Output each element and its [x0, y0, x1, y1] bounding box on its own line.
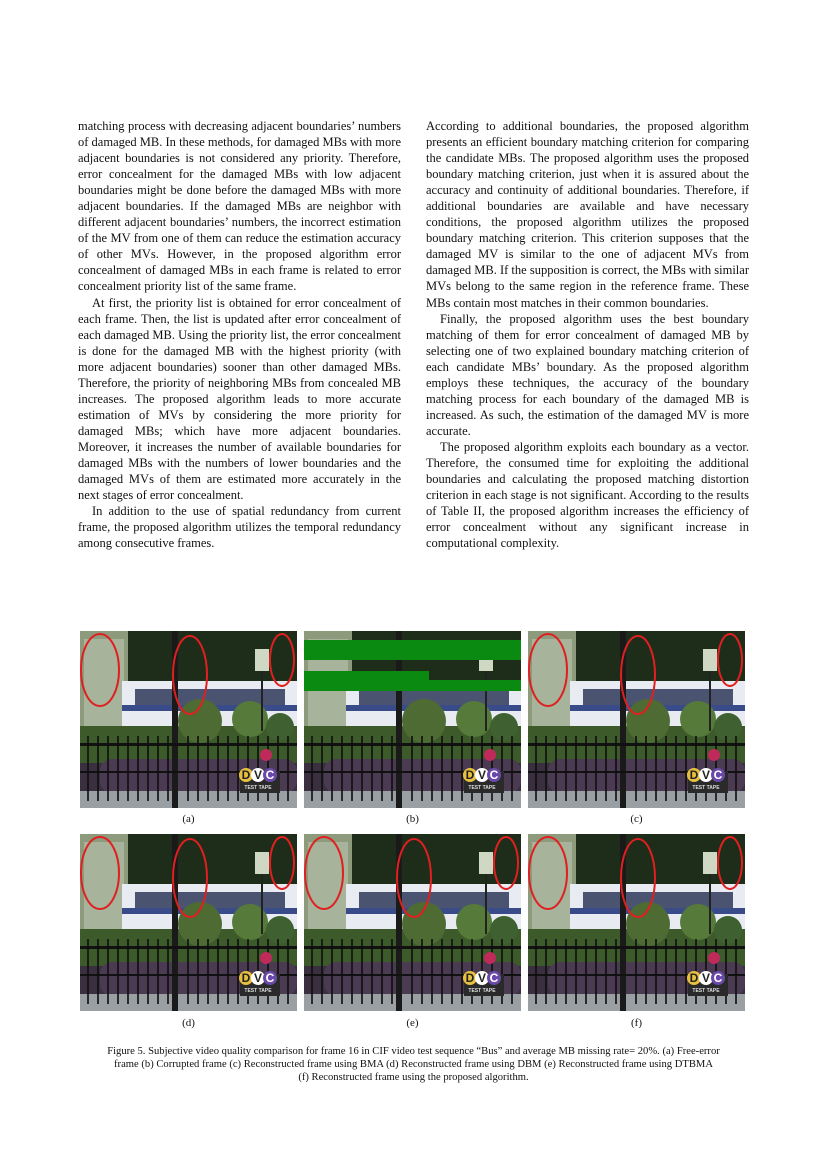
frame-c-image [528, 631, 745, 808]
right-column [426, 118, 749, 551]
paragraph: Finally, the proposed algorithm uses the best boundary matching of them for error concealment of damaged MB by selecting one of two explained boundary matching criterion of each candidate MBs’ boundary. As the proposed algorithm employs these techniques, the accuracy of the boundary matching process for each boundary of the damaged MB is increased. As such, the estimation of the damaged MV is more accurate. [426, 311, 749, 438]
logo-letter-d: D [241, 768, 251, 782]
panel-label-c: (c) [630, 813, 643, 825]
logo-letter-c: C [489, 971, 499, 985]
missing-block [304, 671, 429, 691]
panel-label-f: (f) [631, 1017, 642, 1029]
logo-letter-v: V [701, 768, 711, 782]
logo-letter-v: V [477, 971, 487, 985]
paragraph: The proposed algorithm exploits each boundary as a vector. Therefore, the consumed time for exploiting the additional boundaries and calculating the proposed matching distortion criterion in each stage is not significant. According to the results of Table II, the proposed algorithm increases the efficiency of error concealment without any significant increase in computational complexity. [426, 439, 749, 551]
logo-subtext: TEST TAPE [468, 785, 496, 791]
panel-label-d: (d) [182, 1017, 195, 1029]
logo-letter-c: C [265, 768, 275, 782]
paragraph: According to additional boundaries, the proposed algorithm presents an efficient boundary matching criterion for comparing the candidate MBs. The proposed algorithm uses the proposed boundary matching criterion, just when it is assured about the accuracy and continuity of additional boundaries. Therefore, if additional boundaries are available and have necessary conditions, the proposed algorithm utilizes the proposed boundary matching criterion. This criterion supposes that the damaged MV is similar to the one of adjacent MVs from damaged MB. If the supposition is correct, the MBs with similar MVs belong to the same region in the reference frame. These MBs contain most matches in their common boundaries. [426, 119, 749, 310]
logo-subtext: TEST TAPE [244, 785, 272, 791]
caption-line: (f) Reconstructed frame using the proposed algorithm. [298, 1072, 529, 1084]
paragraph: matching process with decreasing adjacent boundaries’ numbers of damaged MB. In these methods, for damaged MBs with more adjacent boundaries is not considered any priority. Therefore, error concealment for the damaged MBs with low adjacent boundaries might be done before the damaged MBs with more adjacent boundaries. If the damaged MBs are neighbor with different adjacent boundaries’ numbers, the incorrect estimation of the MV from one of them can reduce the estimation accuracy of other MVs. However, in the proposed algorithm error concealment of damaged MBs in each frame is related to error concealment priority list of the same frame. [78, 119, 401, 294]
frame-d-image [80, 834, 297, 1011]
logo-letter-d: D [241, 971, 251, 985]
paragraph: At first, the priority list is obtained for error concealment of each frame. Then, the list is updated after error concealment of each damaged MB. Using the priority list, the error concealment is done for the damaged MB with the highest priority (with more adjacent boundaries) sooner than other damaged MBs. Therefore, the priority of neighboring MBs from concealed MB increases. The proposed algorithm leads to more accurate estimation of MVs by considering the more priority for damaged MBs; which have more adjacent boundaries. Moreover, it increases the number of available boundaries for damaged MBs with the numbers of lower boundaries and the damaged MVs of them are estimated more accurately in the next stages of error concealment. [78, 295, 401, 503]
logo-letter-v: V [701, 971, 711, 985]
logo-letter-d: D [465, 768, 475, 782]
logo-subtext: TEST TAPE [692, 785, 720, 791]
logo-letter-c: C [265, 971, 275, 985]
figure-caption [80, 1045, 747, 1085]
frame-a-image [80, 631, 297, 808]
frame-e-image [304, 834, 521, 1011]
frame-b-image [304, 631, 521, 808]
missing-block [304, 640, 521, 660]
logo-letter-d: D [689, 768, 699, 782]
logo-subtext: TEST TAPE [692, 988, 720, 994]
left-column [78, 118, 401, 551]
logo-letter-d: D [465, 971, 475, 985]
caption-line: frame (b) Corrupted frame (c) Reconstructed frame using BMA (d) Reconstructed frame using DBM (e) Reconstructed frame using DTBMA [114, 1059, 713, 1071]
logo-letter-c: C [489, 768, 499, 782]
logo-letter-v: V [253, 971, 263, 985]
logo-letter-c: C [713, 971, 723, 985]
logo-subtext: TEST TAPE [468, 988, 496, 994]
logo-letter-d: D [689, 971, 699, 985]
frame-f-image [528, 834, 745, 1011]
logo-letter-v: V [253, 768, 263, 782]
logo-letter-v: V [477, 768, 487, 782]
panel-label-a: (a) [182, 813, 195, 825]
paragraph: In addition to the use of spatial redundancy from current frame, the proposed algorithm utilizes the temporal redundancy among consecutive frames. [78, 504, 401, 551]
logo-letter-c: C [713, 768, 723, 782]
missing-block [429, 680, 521, 691]
logo-subtext: TEST TAPE [244, 988, 272, 994]
panel-label-b: (b) [406, 813, 419, 825]
panel-label-e: (e) [406, 1017, 419, 1029]
caption-line: Figure 5. Subjective video quality comparison for frame 16 in CIF video test sequence “Bus” and average MB missing rate= 20%. (a) Free-error [107, 1046, 720, 1057]
